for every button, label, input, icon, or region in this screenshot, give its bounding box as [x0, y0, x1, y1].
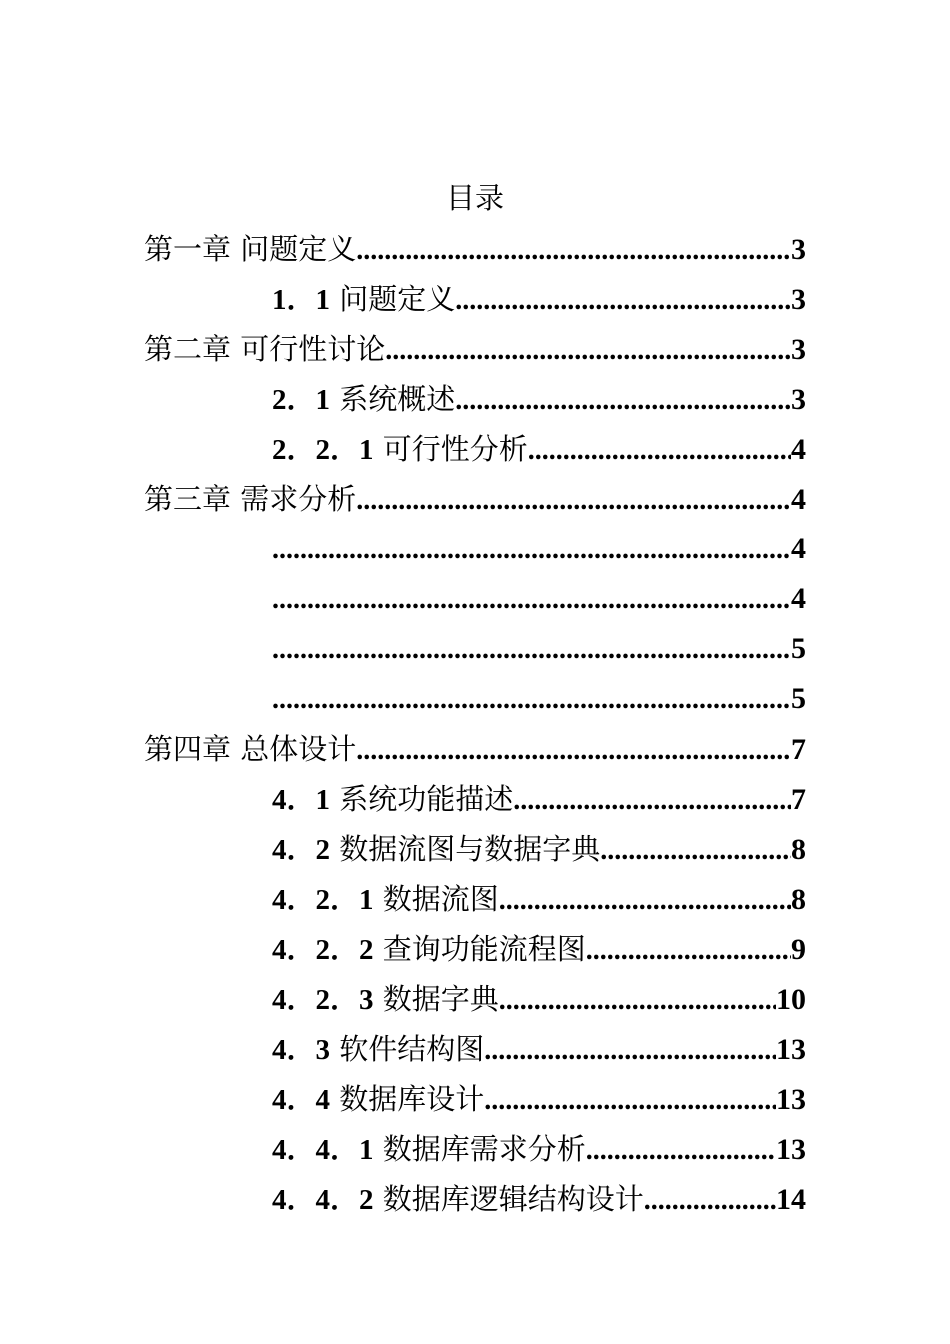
- toc-entry-number: 4．3: [272, 1034, 331, 1066]
- toc-entry-text: 数据流图: [382, 882, 499, 916]
- toc-page-number: 3: [791, 233, 806, 266]
- dot-leader: [455, 276, 791, 326]
- toc-entry-number: 1．1: [272, 284, 331, 316]
- toc-entry[interactable]: [272, 924, 806, 974]
- toc-page-number: 4: [791, 582, 806, 615]
- toc-entry[interactable]: [272, 824, 806, 874]
- toc-entry[interactable]: [272, 374, 806, 424]
- dot-leader: [600, 826, 791, 876]
- toc-page-number: 4: [791, 532, 806, 565]
- toc-entry-number: 4．2．3: [272, 984, 374, 1016]
- toc-page-number: 13: [776, 1083, 806, 1116]
- toc-entry-text: 系统概述: [339, 382, 456, 416]
- toc-page-number: 3: [791, 333, 806, 366]
- toc-entry-number: 4．2．2: [272, 934, 374, 966]
- toc-entry[interactable]: [272, 1174, 806, 1224]
- dot-leader: [484, 1026, 776, 1076]
- toc-entry[interactable]: [272, 674, 806, 724]
- toc-entry-number: 4．4．1: [272, 1134, 374, 1166]
- toc-page-number: 8: [791, 833, 806, 866]
- toc-page-number: 3: [791, 283, 806, 316]
- toc-entry-text: 查询功能流程图: [382, 932, 586, 966]
- toc-page-number: 5: [791, 682, 806, 715]
- dot-leader: [272, 625, 791, 675]
- toc-entry[interactable]: [272, 974, 806, 1024]
- toc-title: 目录: [445, 181, 504, 215]
- toc-page-number: 10: [776, 983, 806, 1016]
- toc-page-number: 4: [791, 483, 806, 516]
- toc-entry-number: 4．1: [272, 784, 331, 816]
- toc-entry[interactable]: [144, 724, 806, 774]
- toc-entry-text: 数据字典: [382, 982, 499, 1016]
- toc-page-number: 7: [791, 783, 806, 816]
- toc-entry-text: 可行性分析: [382, 432, 528, 466]
- toc-entry[interactable]: [272, 1074, 806, 1124]
- toc-entry-text: 问题定义: [339, 282, 456, 316]
- dot-leader: [272, 675, 791, 725]
- toc-page-number: 7: [791, 733, 806, 766]
- dot-leader: [385, 326, 791, 376]
- toc-entry-number: 4．4: [272, 1084, 331, 1116]
- toc-page-number: 14: [776, 1183, 806, 1216]
- toc-entry[interactable]: [272, 424, 806, 474]
- dot-leader: [644, 1176, 776, 1226]
- toc-entry-text: 第四章 总体设计: [144, 732, 357, 766]
- toc-entry-number: 4．2: [272, 834, 331, 866]
- toc-entry[interactable]: [272, 874, 806, 924]
- toc-entry-text: 第三章 需求分析: [144, 482, 357, 516]
- toc-entry-number: 4．2．1: [272, 884, 374, 916]
- dot-leader: [499, 876, 791, 926]
- dot-leader: [528, 426, 791, 476]
- toc-entry[interactable]: [272, 524, 806, 574]
- toc-entry-text: 软件结构图: [339, 1032, 485, 1066]
- toc-entry[interactable]: [272, 574, 806, 624]
- dot-leader: [499, 976, 776, 1026]
- toc-page-number: 13: [776, 1133, 806, 1166]
- toc-entry-number: 2．2．1: [272, 434, 374, 466]
- toc-entry-text: 数据库需求分析: [382, 1132, 586, 1166]
- toc-entry-number: 4．4．2: [272, 1184, 374, 1216]
- toc-page-number: 13: [776, 1033, 806, 1066]
- toc-entry[interactable]: [272, 274, 806, 324]
- toc-page-number: 4: [791, 433, 806, 466]
- toc-page-number: 5: [791, 632, 806, 665]
- toc-entry-number: 2．1: [272, 384, 331, 416]
- toc-entry[interactable]: [272, 1024, 806, 1074]
- toc-entry[interactable]: [144, 324, 806, 374]
- dot-leader: [484, 1076, 776, 1126]
- dot-leader: [586, 926, 791, 976]
- dot-leader: [356, 226, 791, 276]
- toc-entry[interactable]: [144, 224, 806, 274]
- dot-leader: [356, 726, 791, 776]
- toc-entry-text: 系统功能描述: [339, 782, 514, 816]
- dot-leader: [272, 575, 791, 625]
- toc-entry-text: 数据流图与数据字典: [339, 832, 601, 866]
- toc-entry[interactable]: [272, 1124, 806, 1174]
- dot-leader: [455, 376, 791, 426]
- toc-entry-text: 数据库设计: [339, 1082, 485, 1116]
- toc-page-number: 9: [791, 933, 806, 966]
- toc-entry-text: 第一章 问题定义: [144, 232, 357, 266]
- toc-entry[interactable]: [272, 624, 806, 674]
- toc-entry-text: 第二章 可行性讨论: [144, 332, 386, 366]
- toc-entry[interactable]: [272, 774, 806, 824]
- dot-leader: [272, 525, 791, 575]
- toc-entry[interactable]: [144, 474, 806, 524]
- dot-leader: [513, 776, 791, 826]
- dot-leader: [356, 476, 791, 526]
- dot-leader: [586, 1126, 776, 1176]
- toc-entry-text: 数据库逻辑结构设计: [382, 1182, 644, 1216]
- toc-page-number: 8: [791, 883, 806, 916]
- toc-page-number: 3: [791, 383, 806, 416]
